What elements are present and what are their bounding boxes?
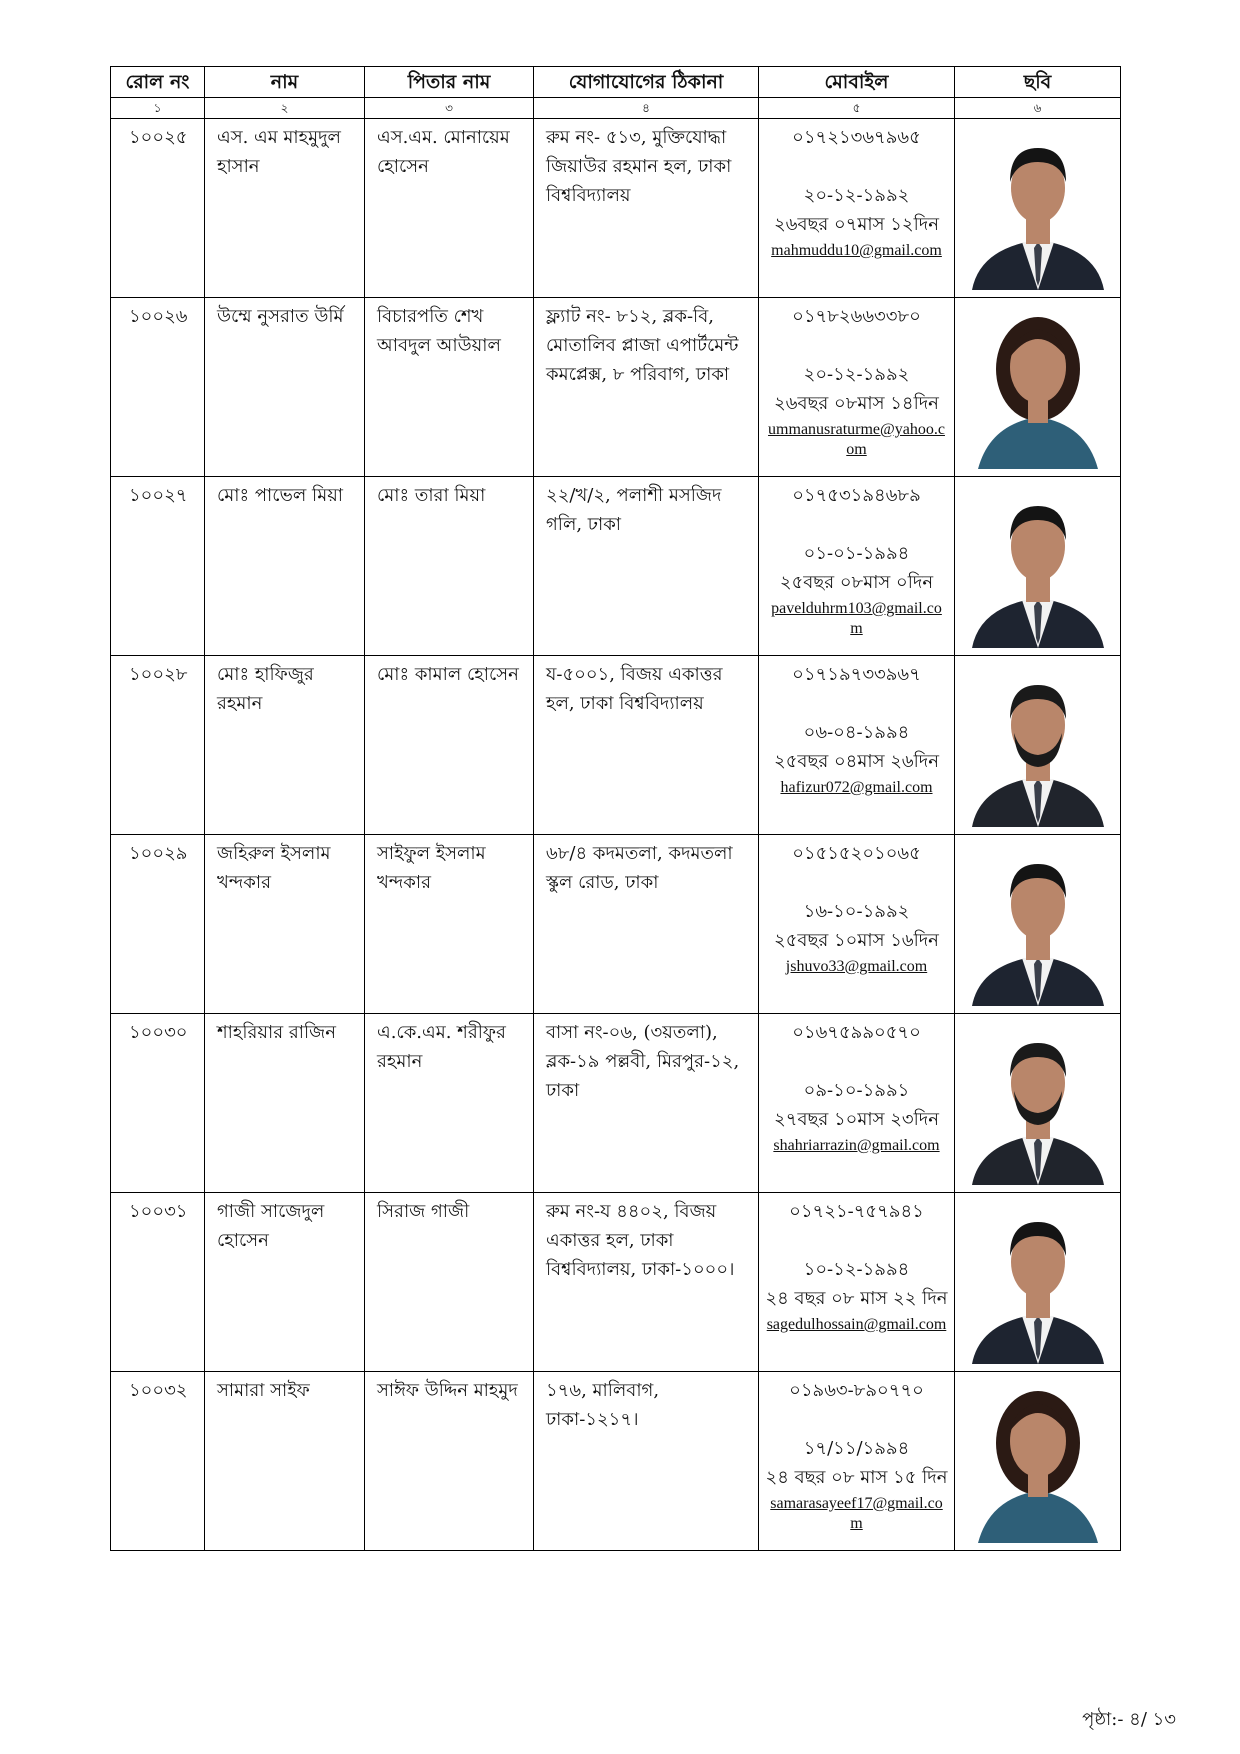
portrait-male-suit-icon <box>970 836 1106 1006</box>
column-number: ৪ <box>534 98 759 119</box>
father-name: মোঃ কামাল হোসেন <box>365 656 534 835</box>
age: ২৪ বছর ০৮ মাস ২২ দিন <box>765 1288 948 1309</box>
table-row <box>111 1372 1121 1551</box>
candidate-name: সামারা সাইফ <box>205 1372 365 1551</box>
portrait-male-suit-icon <box>970 120 1106 290</box>
roll-number: ১০০২৬ <box>111 298 205 477</box>
contact-address: ৬৮/৪ কদমতলা, কদমতলা স্কুল রোড, ঢাকা <box>534 835 759 1014</box>
photo-cell <box>955 298 1121 477</box>
spacer <box>765 1226 948 1255</box>
email-link[interactable]: jshuvo33@gmail.com <box>785 958 928 975</box>
roll-number: ১০০৩০ <box>111 1014 205 1193</box>
spacer <box>765 868 948 897</box>
table-row <box>111 656 1121 835</box>
photo-cell <box>955 1372 1121 1551</box>
mobile-cell <box>759 119 955 298</box>
photo-cell <box>955 119 1121 298</box>
column-number-row <box>111 98 1121 119</box>
table-row <box>111 1014 1121 1193</box>
candidate-name: গাজী সাজেদুল হোসেন <box>205 1193 365 1372</box>
table-row <box>111 477 1121 656</box>
age: ২৬বছর ০৭মাস ১২দিন <box>774 214 939 235</box>
father-name: এস.এম. মোনায়েম হোসেন <box>365 119 534 298</box>
candidate-name: শাহরিয়ার রাজিন <box>205 1014 365 1193</box>
contact-address: রুম নং-য ৪৪০২, বিজয় একাত্তর হল, ঢাকা বিশ্ববিদ্যালয়, ঢাকা-১০০০। <box>534 1193 759 1372</box>
father-name: সিরাজ গাজী <box>365 1193 534 1372</box>
table-row <box>111 298 1121 477</box>
candidate-name: মোঃ হাফিজুর রহমান <box>205 656 365 835</box>
roll-number: ১০০২৯ <box>111 835 205 1014</box>
table-row <box>111 119 1121 298</box>
age: ২৪ বছর ০৮ মাস ১৫ দিন <box>765 1467 948 1488</box>
header-name: নাম <box>205 67 365 98</box>
age: ২৫বছর ০৪মাস ২৬দিন <box>774 751 939 772</box>
photo-cell <box>955 1014 1121 1193</box>
roll-number: ১০০৩১ <box>111 1193 205 1372</box>
column-number: ৬ <box>955 98 1121 119</box>
mobile-cell <box>759 835 955 1014</box>
roll-number: ১০০২৫ <box>111 119 205 298</box>
page-number: পৃষ্ঠা:- ৪/ ১৩ <box>1082 1709 1176 1730</box>
header-address: যোগাযোগের ঠিকানা <box>534 67 759 98</box>
spacer <box>765 510 948 539</box>
column-number: ২ <box>205 98 365 119</box>
mobile-cell <box>759 1193 955 1372</box>
email-link[interactable]: shahriarrazin@gmail.com <box>773 1137 940 1154</box>
roll-number: ১০০২৮ <box>111 656 205 835</box>
father-name: বিচারপতি শেখ আবদুল আউয়াল <box>365 298 534 477</box>
header-mobile: মোবাইল <box>759 67 955 98</box>
contact-address: ফ্ল্যাট নং- ৮১২, ব্লক-বি, মোতালিব প্লাজা এপার্টমেন্ট কমপ্লেক্স, ৮ পরিবাগ, ঢাকা <box>534 298 759 477</box>
photo-cell <box>955 477 1121 656</box>
photo-cell <box>955 835 1121 1014</box>
portrait-male-suit-icon <box>970 1194 1106 1364</box>
portrait-male-beard-icon <box>970 657 1106 827</box>
date-of-birth: ১৬-১০-১৯৯২ <box>803 901 910 922</box>
age: ২৫বছর ০৮মাস ০দিন <box>779 572 934 593</box>
spacer <box>765 331 948 360</box>
mobile-number: ০১৬৭৫৯৯০৫৭০ <box>792 1022 921 1043</box>
mobile-number: ০১৭৫৩১৯৪৬৮৯ <box>792 485 921 506</box>
column-number: ৩ <box>365 98 534 119</box>
email-link[interactable]: sagedulhossain@gmail.com <box>766 1316 947 1333</box>
email-link[interactable]: hafizur072@gmail.com <box>780 779 933 796</box>
contact-address: বাসা নং-০৬, (৩য়তলা), ব্লক-১৯ পল্লবী, মিরপুর-১২, ঢাকা <box>534 1014 759 1193</box>
date-of-birth: ১০-১২-১৯৯৪ <box>803 1259 910 1280</box>
portrait-female-icon <box>970 1373 1106 1543</box>
table-row <box>111 835 1121 1014</box>
portrait-female-icon <box>970 299 1106 469</box>
email-link[interactable]: pavelduhrm103@gmail.com <box>771 600 942 637</box>
mobile-cell <box>759 298 955 477</box>
father-name: সাঈফ উদ্দিন মাহমুদ <box>365 1372 534 1551</box>
contact-address: ২২/খ/২, পলাশী মসজিদ গলি, ঢাকা <box>534 477 759 656</box>
date-of-birth: ২০-১২-১৯৯২ <box>803 185 910 206</box>
candidate-name: মোঃ পাভেল মিয়া <box>205 477 365 656</box>
roll-number: ১০০৩২ <box>111 1372 205 1551</box>
mobile-cell <box>759 1372 955 1551</box>
column-number: ৫ <box>759 98 955 119</box>
contact-address: রুম নং- ৫১৩, মুক্তিযোদ্ধা জিয়াউর রহমান হল, ঢাকা বিশ্ববিদ্যালয় <box>534 119 759 298</box>
mobile-cell <box>759 656 955 835</box>
date-of-birth: ২০-১২-১৯৯২ <box>803 364 910 385</box>
table-row <box>111 1193 1121 1372</box>
age: ২৭বছর ১০মাস ২৩দিন <box>774 1109 939 1130</box>
date-of-birth: ০৬-০৪-১৯৯৪ <box>803 722 910 743</box>
header-father-name: পিতার নাম <box>365 67 534 98</box>
email-link[interactable]: samarasayeef17@gmail.com <box>770 1495 943 1532</box>
mobile-cell <box>759 477 955 656</box>
header-photo: ছবি <box>955 67 1121 98</box>
header-row <box>111 67 1121 98</box>
mobile-number: ০১৭২১-৭৫৭৯৪১ <box>789 1201 924 1222</box>
age: ২৫বছর ১০মাস ১৬দিন <box>774 930 939 951</box>
email-link[interactable]: mahmuddu10@gmail.com <box>771 242 942 259</box>
table-body <box>111 119 1121 1551</box>
mobile-number: ০১৫১৫২০১০৬৫ <box>792 843 921 864</box>
father-name: এ.কে.এম. শরীফুর রহমান <box>365 1014 534 1193</box>
candidate-name: জহিরুল ইসলাম খন্দকার <box>205 835 365 1014</box>
column-number: ১ <box>111 98 205 119</box>
portrait-male-beard-icon <box>970 1015 1106 1185</box>
candidate-name: এস. এম মাহমুদুল হাসান <box>205 119 365 298</box>
spacer <box>765 689 948 718</box>
header-roll: রোল নং <box>111 67 205 98</box>
spacer <box>765 1405 948 1434</box>
age: ২৬বছর ০৮মাস ১৪দিন <box>774 393 939 414</box>
mobile-number: ০১৭৮২৬৬৩৩৮০ <box>792 306 921 327</box>
date-of-birth: ০৯-১০-১৯৯১ <box>803 1080 910 1101</box>
spacer <box>765 152 948 181</box>
candidate-table <box>110 66 1121 1551</box>
spacer <box>765 1047 948 1076</box>
photo-cell <box>955 1193 1121 1372</box>
email-link[interactable]: ummanusraturme@yahoo.com <box>768 421 945 458</box>
contact-address: য-৫০০১, বিজয় একাত্তর হল, ঢাকা বিশ্ববিদ্যালয় <box>534 656 759 835</box>
mobile-number: ০১৭২১৩৬৭৯৬৫ <box>792 127 921 148</box>
portrait-male-suit-icon <box>970 478 1106 648</box>
date-of-birth: ১৭/১১/১৯৯৪ <box>803 1438 910 1459</box>
mobile-number: ০১৯৬৩-৮৯০৭৭০ <box>789 1380 924 1401</box>
mobile-cell <box>759 1014 955 1193</box>
roll-number: ১০০২৭ <box>111 477 205 656</box>
mobile-number: ০১৭১৯৭৩৩৯৬৭ <box>792 664 921 685</box>
candidate-name: উম্মে নুসরাত উর্মি <box>205 298 365 477</box>
contact-address: ১৭৬, মালিবাগ, ঢাকা-১২১৭। <box>534 1372 759 1551</box>
father-name: মোঃ তারা মিয়া <box>365 477 534 656</box>
father-name: সাইফুল ইসলাম খন্দকার <box>365 835 534 1014</box>
date-of-birth: ০১-০১-১৯৯৪ <box>803 543 910 564</box>
photo-cell <box>955 656 1121 835</box>
